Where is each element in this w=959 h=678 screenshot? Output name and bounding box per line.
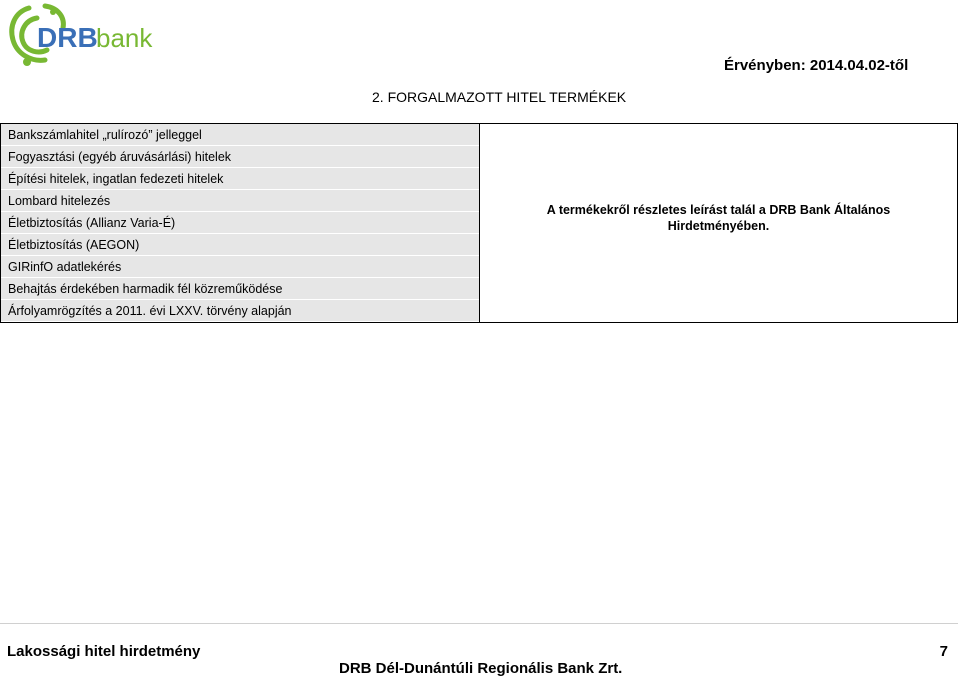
product-row: Életbiztosítás (Allianz Varia-É) xyxy=(1,212,479,234)
footer-bank-name: DRB Dél-Dunántúli Regionális Bank Zrt. xyxy=(339,660,623,677)
svg-text:DRB: DRB xyxy=(37,22,98,53)
products-table xyxy=(0,123,958,323)
details-note: A termékekről részletes leírást talál a DRB Bank Általános Hirdetményében. xyxy=(546,203,891,233)
details-note-cell xyxy=(480,124,957,322)
product-row: Életbiztosítás (AEGON) xyxy=(1,234,479,256)
product-row: GIRinfO adatlekérés xyxy=(1,256,479,278)
page-number: 7 xyxy=(939,643,948,660)
footer-divider xyxy=(0,623,958,624)
product-row: Fogyasztási (egyéb áruvásárlási) hitelek xyxy=(1,146,479,168)
footer-title: Lakossági hitel hirdetmény xyxy=(7,643,201,660)
product-row: Bankszámlahitel „rulírozó” jelleggel xyxy=(1,124,479,146)
section-title: 2. FORGALMAZOTT HITEL TERMÉKEK xyxy=(372,89,627,105)
svg-text:bank: bank xyxy=(96,23,153,53)
product-row: Árfolyamrögzítés a 2011. évi LXXV. törvény alapján xyxy=(1,300,479,322)
product-row: Építési hitelek, ingatlan fedezeti hitelek xyxy=(1,168,479,190)
validity-date: Érvényben: 2014.04.02-től xyxy=(724,57,909,74)
products-list xyxy=(1,124,480,322)
product-row: Behajtás érdekében harmadik fél közreműködése xyxy=(1,278,479,300)
drb-bank-logo xyxy=(7,2,153,72)
product-row: Lombard hitelezés xyxy=(1,190,479,212)
